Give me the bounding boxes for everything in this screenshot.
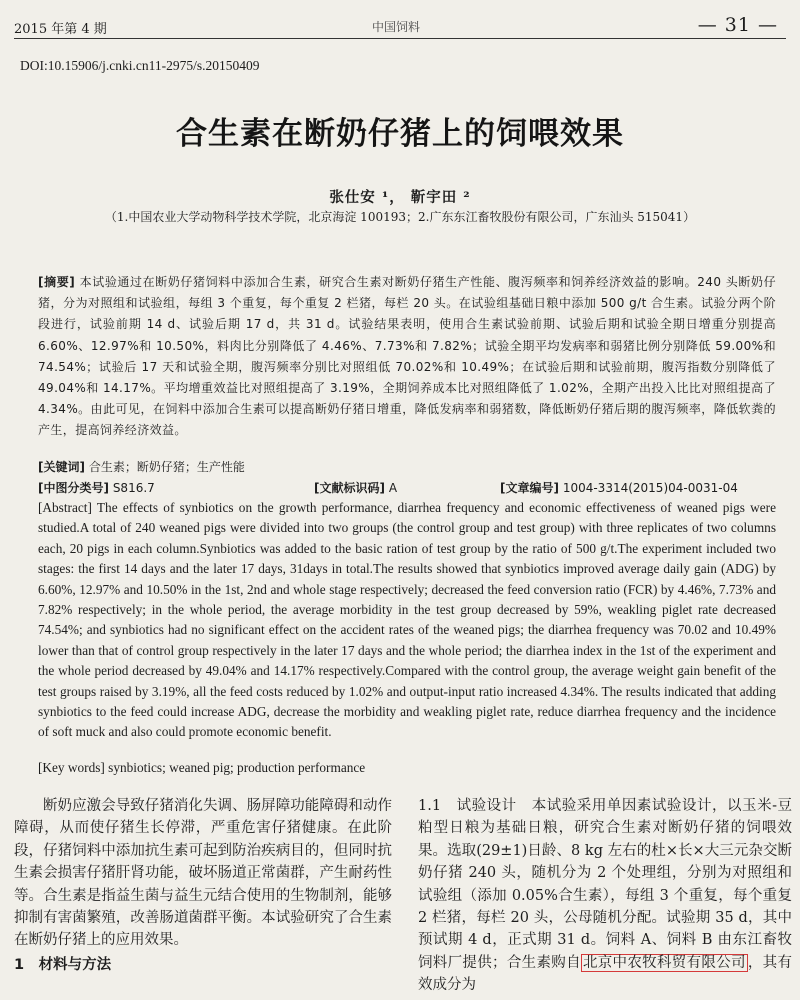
- page-number: — 31 —: [697, 14, 778, 36]
- keywords-zh-label: [关键词]: [38, 460, 85, 474]
- keywords-en-text: synbiotics; weaned pig; production performance: [108, 760, 366, 775]
- journal-name: 中国饲料: [371, 20, 420, 34]
- abstract-zh-text: 本试验通过在断奶仔猪饲料中添加合生素，研究合生素对断奶仔猪生产性能、腹泻频率和饲养经济效益的影响。240 头断奶仔猪，分为对照组和试验组，每组 3 个重复，每个重复 2 栏猪，每栏 20 头。在试验组基础日粮中添加 500 g/t 合生素。试验分两个阶段进行，试验前期 14 d、试验后期 17 d，共 31 d。试验结果表明，使用合生素试验前期、试验后期和试验全期日增重分别提高 6.60%、12.97%和 10.50%，料肉比分别降低了 4.46%、7.73%和 7.82%；试验全期平均发病率和弱猪比例分别降低 59.00%和 74.54%；试验后 17 天和试验全期，腹泻频率分别比对照组低 70.02%和 10.49%；在试验后期和试验前期，腹泻指数分别降低了 49.04%和 14.17%。平均增重效益比对照组提高了 3.19%，全期饲养成本比对照组降低了 1.02%，全期产出投入比比对照组提高了 4.34%。由此可见，在饲料中添加合生素可以提高断奶仔猪日增重，降低发病率和弱猪数，降低断奶仔猪后期的腹泻频率，降低软粪的产生，提高饲养经济效益。: [38, 275, 776, 438]
- keywords-zh-text: 合生素；断奶仔猪；生产性能: [88, 460, 245, 474]
- abstract-english: [38, 498, 776, 743]
- abstract-en-label: [Abstract]: [38, 500, 92, 515]
- keywords-chinese: [38, 458, 776, 475]
- article-id: [500, 479, 738, 496]
- abstract-chinese: [38, 272, 776, 442]
- body-column-left: [14, 795, 392, 976]
- classification-row: [38, 479, 776, 497]
- body-column-right: [418, 795, 792, 997]
- document-code: [314, 479, 397, 496]
- affiliation: （1.中国农业大学动物科学技术学院，北京海淀 100193；2.广东东江畜牧股份有限公司，广东汕头 515041）: [104, 210, 696, 224]
- issue-label: 2015 年第 4 期: [14, 22, 107, 37]
- authors: 张仕安 ¹， 靳宇田 ²: [329, 189, 471, 206]
- article-id-value: 1004-3314(2015)04-0031-04: [562, 481, 738, 495]
- abstract-en-text: The effects of synbiotics on the growth performance, diarrhea frequency and economic effectiveness of weaned pigs were studied.A total of 240 weaned pigs were divided into two groups (the control group and test group) with three replicates of two columns each, 20 pigs in each column.Synbiotics was added to the basic ration of test group by the ratio of 500 g/t.The experiment included two stages: the first 14 days and the later 17 days, 31days in total.The results showed that synbiotics improved average daily gain (ADG) by 6.60%, 12.97% and 10.50% in the 1st, 2nd and whole stage respectively; decreased the feed conversion ratio (FCR) by 4.46%, 7.73% and 7.82% respectively; in the whole period, the average morbidity in the test group decreased by 59%, weakling piglet rate decreased 74.54%; and synbiotics had no significant effect on the accident rates of the weaned pigs; the diarrhea frequency was 70.02 and 10.49% lower than that of control group respectively in the later 17 days and the whole period; the diarrhea index in the 1st of the experiment and the whole period decreased by 49.04% and 14.17% respectively.Compared with the control group, the average weight gain benefit of the test groups raised by 3.19%, all the feed costs reduced by 1.02% and output-input ratio increased 4.34%. The results indicated that adding synbiotics to the feed could increase ADG, decrease the morbidity and weakling piglet rate, reduce diarrhea frequency and the incidence of soft muck and also could promote economic benefit.: [38, 500, 776, 740]
- intro-paragraph: 断奶应激会导致仔猪消化失调、肠屏障功能障碍和动作障碍，从而使仔猪生长停滞，严重危害仔猪健康。在此阶段，仔猪饲料中添加抗生素可起到防治疾病目的，但同时抗生素会损害仔猪肝肾功能，破坏肠道正常菌群，产生耐药性等。合生素是指益生菌与益生元结合使用的生物制剂，能够抑制有害菌繁殖，改善肠道菌群平衡。本试验研究了合生素在断奶仔猪上的应用效果。: [14, 798, 392, 949]
- abstract-zh-label: [摘要]: [38, 275, 76, 289]
- clc-value: S816.7: [112, 481, 155, 495]
- keywords-english: [38, 760, 776, 776]
- doc-code-value: A: [388, 481, 398, 495]
- supplier-highlight: 北京中农牧科贸有限公司: [582, 954, 746, 971]
- article-id-label: [文章编号]: [500, 481, 559, 495]
- design-paragraph: [418, 795, 792, 997]
- design-text: 本试验采用单因素试验设计，以玉米-豆粕型日粮为基础日粮，研究合生素对断奶仔猪的饲喂效果。选取(29±1)日龄、8 kg 左右的杜×长×大三元杂交断奶仔猪 240 头，随机分为 2 个处理组，分别为对照组和试验组（添加 0.05%合生素），每组 3 个重复，每个重复 2 栏猪，每栏 20 头，公母随机分配。试验期 35 d，其中预试期 4 d，正式期 31 d。饲料 A、饲料 B 由东江畜牧饲料厂提供；合生素购自: [418, 798, 793, 971]
- header-divider: [14, 38, 786, 39]
- clc-label: [中图分类号]: [38, 481, 109, 495]
- keywords-en-label: [Key words]: [38, 760, 105, 775]
- paper-title: 合生素在断奶仔猪上的饲喂效果: [176, 116, 624, 152]
- doc-code-label: [文献标识码]: [314, 481, 385, 495]
- clc-number: [38, 479, 155, 496]
- running-header: [14, 14, 778, 36]
- doi: DOI:10.15906/j.cnki.cn11-2975/s.20150409: [20, 58, 260, 73]
- section-heading: 1 材料与方法: [14, 956, 112, 973]
- subsection-heading: 1.1 试验设计: [418, 798, 517, 814]
- design-text-tail: ，其有效成分为: [418, 954, 792, 994]
